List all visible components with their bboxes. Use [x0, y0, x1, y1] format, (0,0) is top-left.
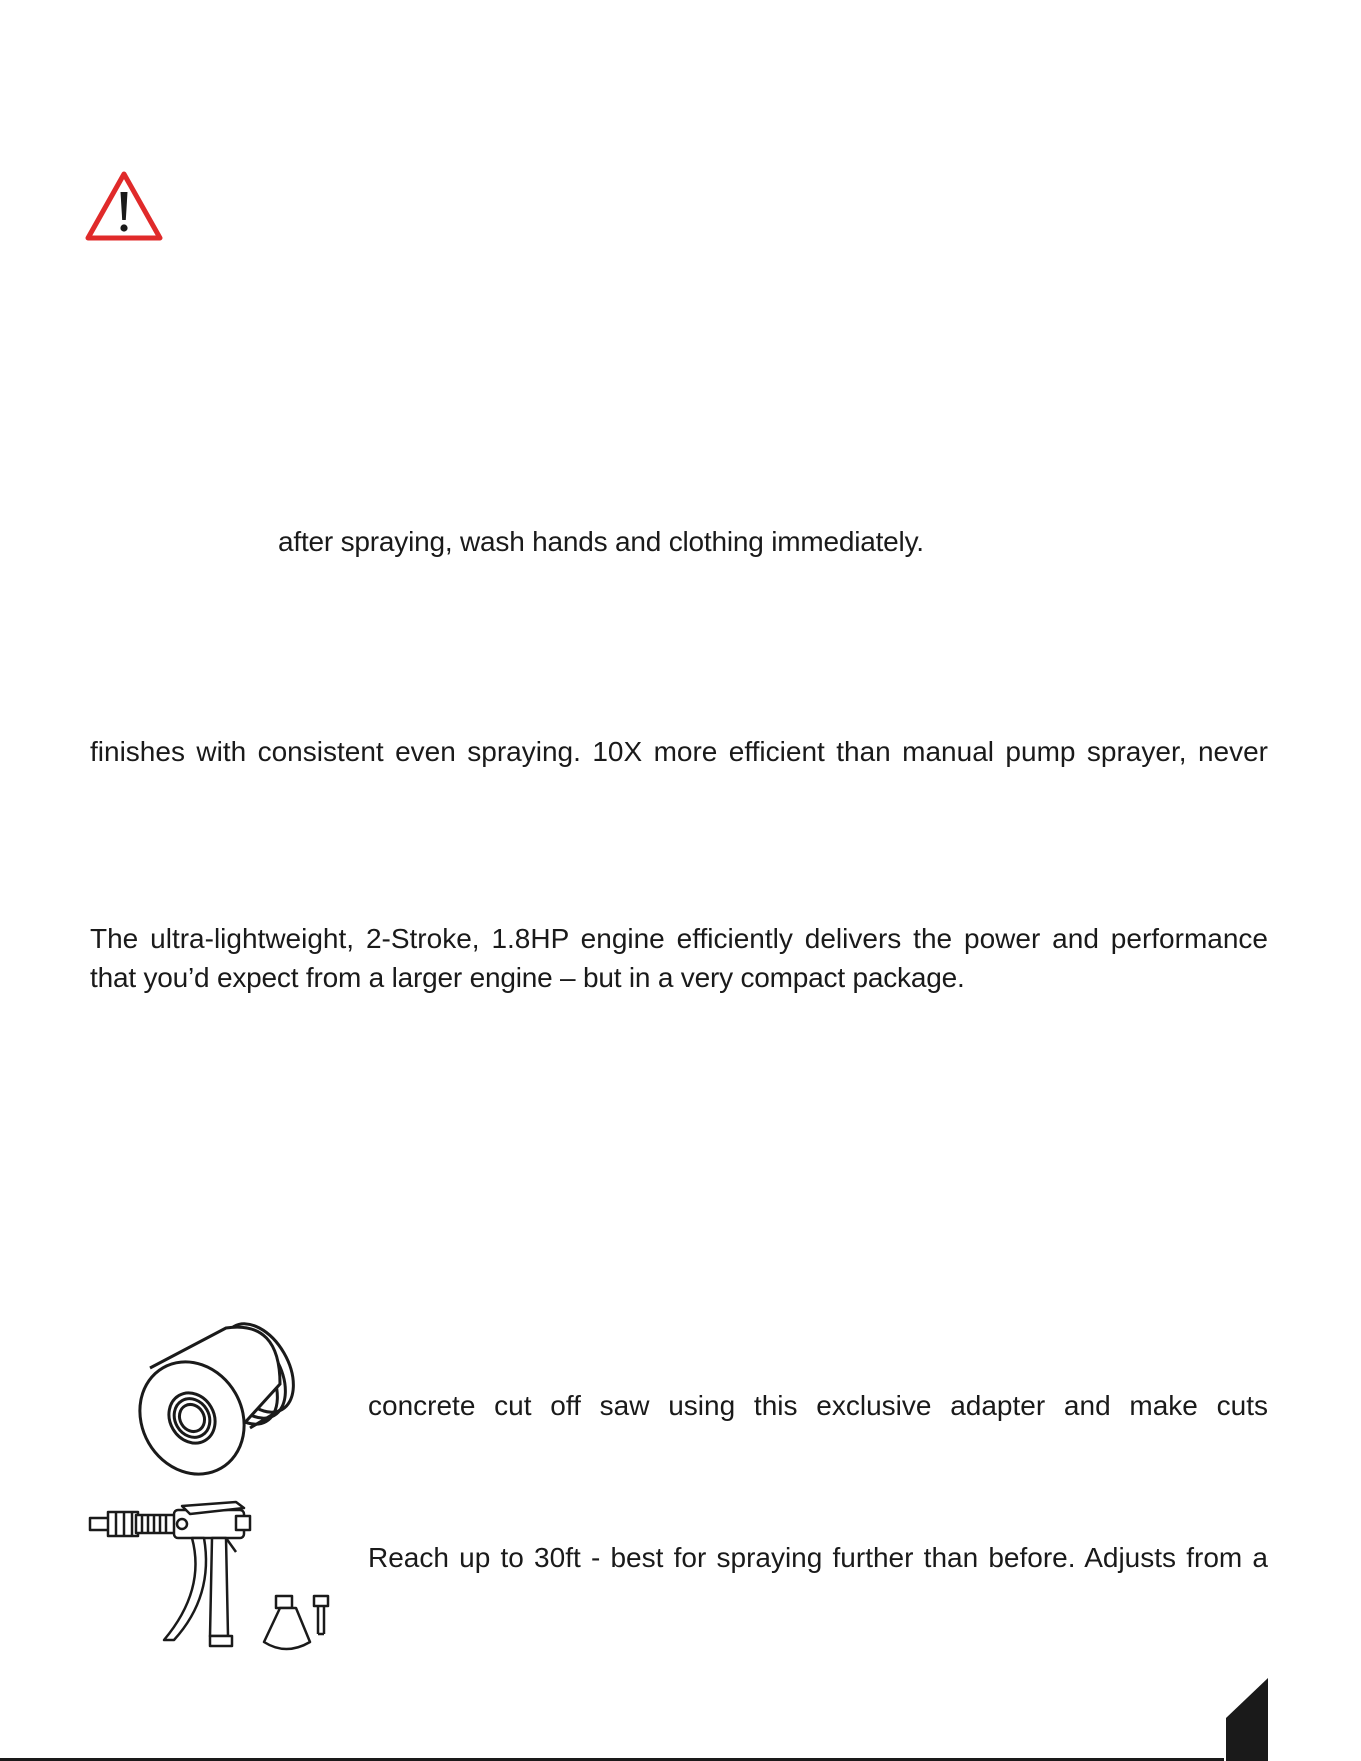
- saw-adapter-text: concrete cut off saw using this exclusive adapter and make cuts: [368, 1390, 1268, 1421]
- warning-triangle-icon: [84, 170, 164, 242]
- wash-hands-text: after spraying, wash hands and clothing immediately.: [278, 526, 924, 557]
- engine-text-line-1: The ultra-lightweight, 2-Stroke, 1.8HP engine efficiently delivers the power and performance: [90, 923, 1268, 954]
- page-corner-tab: [1226, 1678, 1268, 1761]
- adapter-illustration: [130, 1310, 310, 1480]
- engine-text-line-2: that you’d expect from a larger engine – but in a very compact package.: [90, 962, 965, 993]
- spray-gun-illustration: [86, 1500, 348, 1660]
- finishes-text: finishes with consistent even spraying. 10X more efficient than manual pump sprayer, never: [90, 736, 1268, 767]
- reach-text: Reach up to 30ft - best for spraying further than before. Adjusts from a: [368, 1542, 1268, 1573]
